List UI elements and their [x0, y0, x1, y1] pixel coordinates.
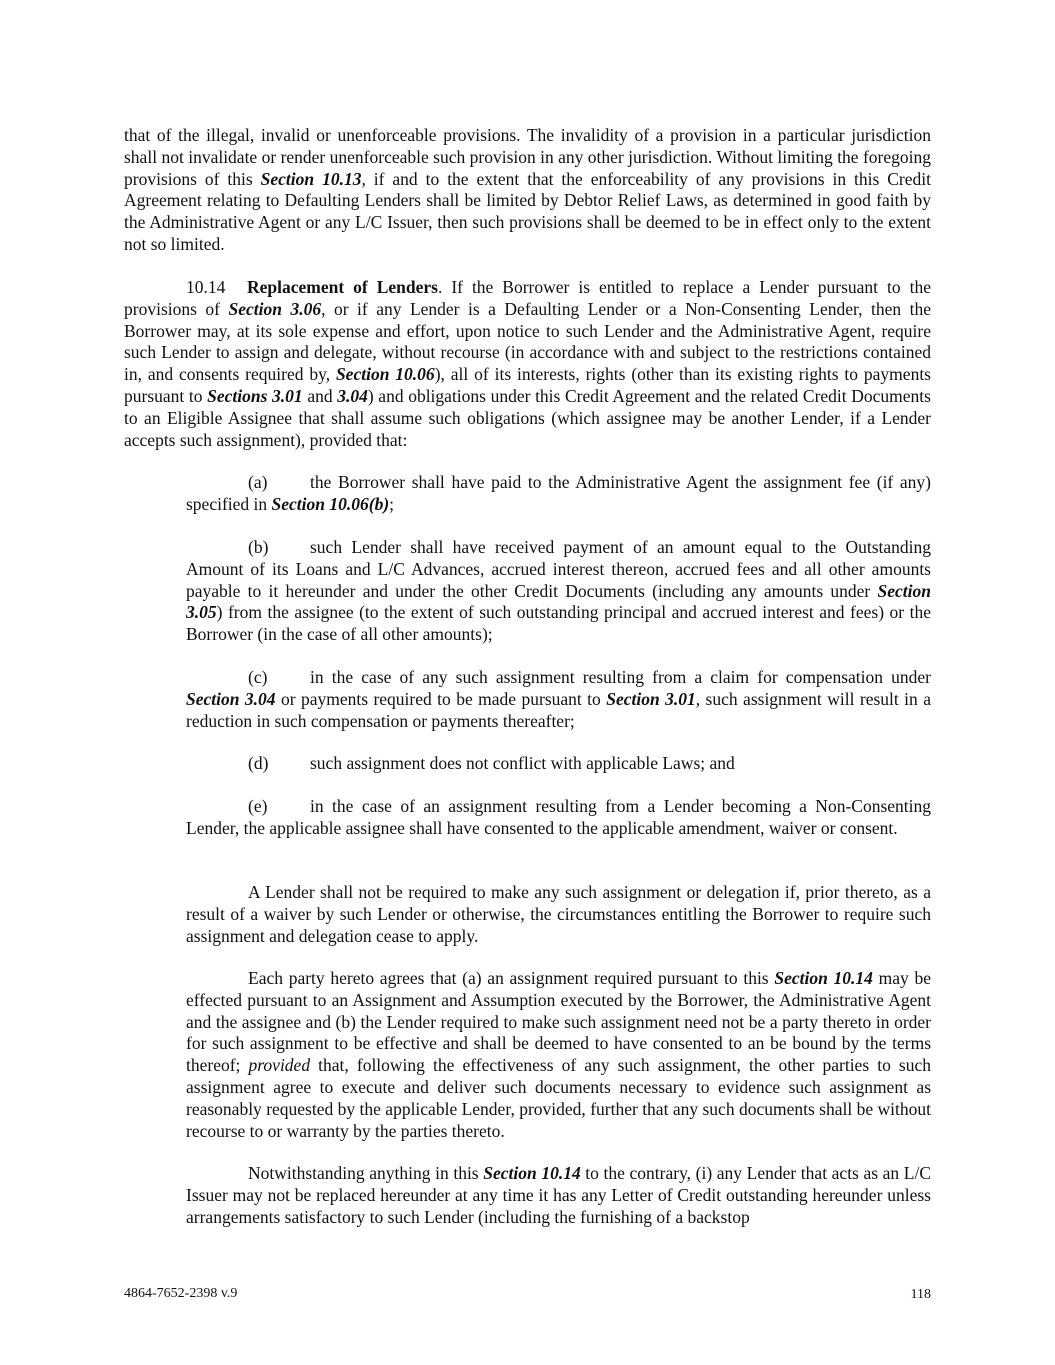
- section-reference: Section 10.13: [260, 168, 362, 189]
- text: or payments required to be made pursuant to: [275, 688, 607, 709]
- text: ;: [389, 493, 395, 514]
- section-reference: Section 3.05: [186, 580, 931, 623]
- text: the Borrower shall have paid to the Administrative Agent the assignment fee (if any) specified in: [186, 472, 931, 514]
- list-item-d: [186, 753, 931, 775]
- list-item-label: (b): [248, 537, 269, 557]
- text: ) from the assignee (to the extent of such outstanding principal and accrued interest and fees) or the Borrower (in the case of all other amounts);: [186, 602, 931, 645]
- text: may be effected pursuant to an Assignment and Assumption executed by the Borrower, the Administrative Agent and the assignee and (b) the Lender required to make such assignment need not be a party thereto in order for such assignment to be effective and shall be deemed to have consented to an be bound by the terms thereof;: [186, 968, 932, 1076]
- section-reference: Section 10.06(b): [271, 493, 390, 514]
- section-reference: Section 10.14: [774, 968, 873, 988]
- text: in the case of an assignment resulting from a Lender becoming a Non-Consenting Lender, the applicable assignee shall have consented to the applicable amendment, waiver or consent.: [186, 796, 931, 838]
- list-item-b: [186, 537, 931, 646]
- text: , or if any Lender is a Defaulting Lender or a Non-Consenting Lender, then the Borrower may, at its sole expense and effort, upon notice to such Lender and the Administrative Agent, require such Lender to assign and delegate, without recourse (in accordance with and subject to the restrictions contained in, and consents required by,: [124, 298, 931, 385]
- list-item-label: (e): [248, 796, 268, 816]
- paragraph-each-party: [186, 968, 931, 1142]
- text: that, following the effectiveness of any such assignment, the other parties to such assignment agree to execute and deliver such documents necessary to evidence such assignment as reasonably requested by the applicable Lender, provided, further that any such documents shall be without recourse to or warranty by the parties thereto.: [186, 1055, 932, 1141]
- text: Notwithstanding anything in this: [248, 1163, 484, 1183]
- section-reference: Sections 3.01: [207, 385, 303, 406]
- paragraph-not-required: [186, 882, 931, 947]
- section-reference: Section 3.06: [228, 298, 322, 319]
- section-reference: Section 3.01: [606, 688, 696, 709]
- text: ), all of its interests, rights (other than its existing rights to payments pursuant to: [124, 364, 931, 406]
- list-item-a: [186, 472, 931, 516]
- section-reference: Section 10.14: [483, 1163, 581, 1183]
- text: , such assignment will result in a reduction in such compensation or payments thereafter;: [186, 688, 931, 731]
- text: such assignment does not conflict with applicable Laws; and: [310, 753, 735, 773]
- list-item-e: [186, 796, 931, 840]
- section-10-14-paragraph: [124, 277, 931, 451]
- text: , if and to the extent that the enforceability of any provisions in this Credit Agreement relating to Defaulting Lenders shall be limited by Debtor Relief Laws, as determined in good faith by the Administrative Agent or any L/C Issuer, then such provisions shall be deemed to be in effect only to the extent not so limited.: [124, 168, 932, 254]
- text: in the case of any such assignment resulting from a claim for compensation under: [310, 667, 931, 687]
- paragraph-continuation: [124, 125, 931, 256]
- text: such Lender shall have received payment of an amount equal to the Outstanding Amount of its Loans and L/C Advances, accrued interest thereon, accrued fees and all other amounts payable to it hereunder and under the other Credit Documents (including any amounts under: [186, 537, 931, 601]
- italic-term: provided: [248, 1055, 311, 1076]
- text: Each party hereto agrees that (a) an assignment required pursuant to this: [248, 968, 775, 988]
- list-item-c: [186, 667, 931, 732]
- paragraph-notwithstanding: [186, 1163, 931, 1228]
- section-reference: Section 10.06: [335, 364, 435, 385]
- document-id: 4864-7652-2398 v.9: [124, 1286, 238, 1301]
- list-item-label: (d): [248, 753, 269, 773]
- text: that of the illegal, invalid or unenforceable provisions. The invalidity of a provision in a particular jurisdiction shall not invalidate or render unenforceable such provision in any other jurisdiction. Without limiting the foregoing provisions of this: [124, 125, 931, 189]
- page-number: 118: [910, 1287, 931, 1302]
- text: and: [302, 385, 338, 406]
- list-item-label: (c): [248, 667, 268, 687]
- text: A Lender shall not be required to make any such assignment or delegation if, prior thereto, as a result of a waiver by such Lender or otherwise, the circumstances entitling the Borrower to require such assignment and delegation cease to apply.: [186, 882, 931, 946]
- list-item-label: (a): [248, 472, 268, 492]
- section-heading: Replacement of Lenders: [247, 277, 438, 297]
- text: ) and obligations under this Credit Agreement and the related Credit Documents to an Eligible Assignee that shall assume such obligations (which assignee may be another Lender, if a Lender accepts such assignment), provided that:: [124, 385, 931, 450]
- text: to the contrary, (i) any Lender that acts as an L/C Issuer may not be replaced hereunder at any time it has any Letter of Credit outstanding hereunder unless arrangements satisfactory to such Lender (including the furnishing of a backstop: [186, 1163, 931, 1227]
- text: . If the Borrower is entitled to replace a Lender pursuant to the provisions of: [124, 277, 931, 319]
- section-reference: Section 3.04: [186, 688, 276, 709]
- section-number: 10.14: [186, 277, 226, 297]
- section-reference: 3.04: [337, 385, 368, 406]
